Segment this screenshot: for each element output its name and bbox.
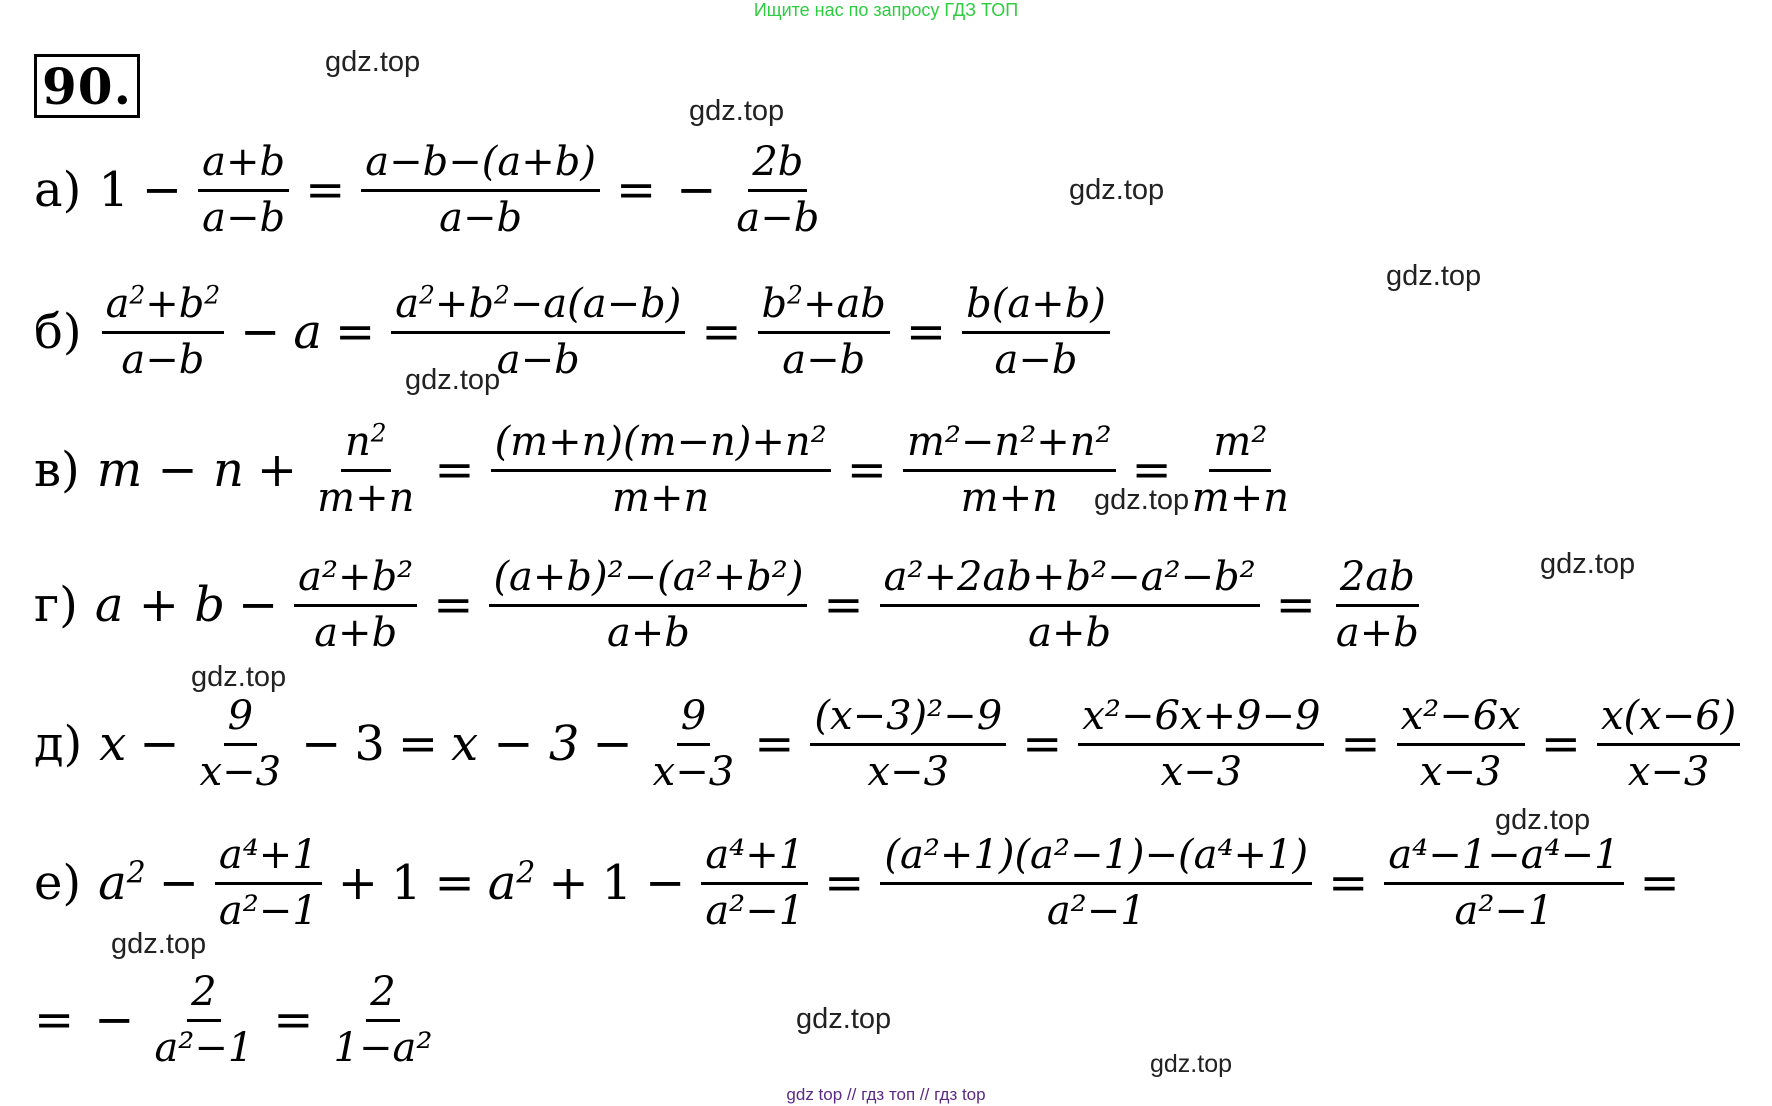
fraction	[391, 282, 685, 383]
numerator: 2ab	[1336, 555, 1419, 607]
watermark: gdz.top	[1540, 548, 1636, 580]
operator: =	[433, 577, 474, 634]
equation-row-v	[34, 420, 1299, 521]
term: a	[293, 304, 323, 361]
fraction	[1597, 694, 1740, 795]
fraction	[880, 555, 1260, 656]
denominator: x−3	[652, 748, 735, 795]
numerator: b(a+b)	[962, 282, 1110, 334]
numerator: $b^2+ab$	[758, 282, 890, 334]
denominator: x−3	[867, 748, 950, 795]
fraction	[810, 694, 1006, 795]
item-label: е)	[34, 855, 82, 912]
term: 1	[391, 855, 422, 912]
watermark: gdz.top	[325, 46, 421, 78]
denominator: a²−1	[154, 1024, 254, 1071]
denominator: a²−1	[1046, 887, 1146, 934]
fraction	[361, 140, 600, 241]
numerator: $a^2+b^2-a(a-b)$	[391, 282, 685, 334]
operator: =	[1540, 716, 1581, 773]
denominator: x−3	[1627, 748, 1710, 795]
fraction	[1397, 694, 1525, 795]
denominator: a+b	[1028, 609, 1112, 656]
term: 3	[354, 716, 385, 773]
denominator: a+b	[606, 609, 690, 656]
fraction	[1332, 555, 1423, 656]
watermark: gdz.top	[191, 661, 287, 693]
watermark: gdz.top	[1495, 804, 1591, 836]
fraction	[313, 420, 418, 521]
watermark: gdz.top	[405, 364, 501, 396]
operator: =	[701, 304, 742, 361]
watermark: gdz.top	[689, 95, 785, 127]
watermark: gdz.top	[1069, 174, 1165, 206]
denominator: 1−a²	[333, 1024, 433, 1071]
operator: −	[645, 855, 686, 912]
numerator: a−b−(a+b)	[361, 140, 600, 192]
search-hint-banner: Ищите нас по запросу ГДЗ ТОП	[753, 0, 1019, 20]
fraction	[491, 420, 831, 521]
fraction	[198, 140, 289, 241]
operator: −	[141, 162, 183, 219]
watermark: gdz.top	[1150, 1050, 1233, 1078]
watermark: gdz.top	[1386, 260, 1482, 292]
numerator: (m+n)(m−n)+n²	[491, 420, 831, 472]
operator: =	[823, 577, 864, 634]
operator: −	[237, 577, 279, 634]
denominator: a²−1	[1454, 887, 1554, 934]
operator: −	[94, 992, 135, 1049]
denominator: a−b	[121, 336, 205, 383]
fraction	[215, 833, 322, 934]
equation-row-e	[34, 833, 1690, 934]
denominator: x−3	[199, 748, 282, 795]
numerator: 9	[224, 694, 257, 746]
numerator: a²+b²	[294, 555, 417, 607]
operator: =	[434, 855, 475, 912]
operator: =	[1131, 442, 1172, 499]
term: $a^2$	[98, 855, 146, 912]
item-label: г)	[34, 577, 78, 634]
term: x	[99, 716, 127, 773]
numerator: $a^2+b^2$	[102, 282, 225, 334]
operator: =	[335, 304, 376, 361]
term: $a^2$	[487, 855, 536, 912]
footer-banner: gdz top // гдз топ // гдз top	[786, 1085, 986, 1104]
operator: −	[301, 716, 342, 773]
term: x − 3	[451, 716, 580, 773]
item-label: д)	[34, 716, 83, 773]
fraction	[102, 282, 225, 383]
item-label: б)	[34, 304, 82, 361]
numerator: a⁴−1−a⁴−1	[1384, 833, 1623, 885]
denominator: a−b	[994, 336, 1078, 383]
operator: =	[846, 442, 887, 499]
operator: =	[305, 162, 346, 219]
numerator: 2	[366, 970, 399, 1022]
operator: −	[592, 716, 633, 773]
numerator: (x−3)²−9	[810, 694, 1006, 746]
operator: =	[1022, 716, 1063, 773]
fraction	[758, 282, 890, 383]
numerator: m²−n²+n²	[903, 420, 1116, 472]
operator: =	[615, 162, 657, 219]
equation-row-g	[34, 555, 1429, 656]
operator: =	[273, 992, 314, 1049]
denominator: a²−1	[705, 887, 805, 934]
operator: =	[1639, 855, 1680, 912]
denominator: x−3	[1419, 748, 1502, 795]
numerator: a⁴+1	[215, 833, 322, 885]
fraction	[330, 970, 437, 1071]
item-label: в)	[34, 442, 80, 499]
denominator: a²−1	[218, 887, 318, 934]
denominator: a+b	[314, 609, 398, 656]
fraction	[903, 420, 1116, 521]
numerator: 9	[677, 694, 710, 746]
fraction	[732, 140, 823, 241]
operator: =	[397, 716, 439, 773]
equation-row-d	[34, 694, 1746, 795]
watermark: gdz.top	[111, 928, 207, 960]
operator: −	[240, 304, 281, 361]
term: 1	[98, 162, 129, 219]
operator: =	[754, 716, 795, 773]
item-label: а)	[34, 162, 82, 219]
denominator: a−b	[439, 194, 523, 241]
numerator: a⁴+1	[701, 833, 808, 885]
fraction	[701, 833, 808, 934]
operator: =	[434, 442, 475, 499]
numerator: (a+b)²−(a²+b²)	[489, 555, 807, 607]
denominator: x−3	[1160, 748, 1243, 795]
operator: =	[1340, 716, 1381, 773]
fraction	[294, 555, 417, 656]
fraction	[489, 555, 807, 656]
fraction	[880, 833, 1312, 934]
fraction	[1078, 694, 1324, 795]
numerator: m²	[1209, 420, 1271, 472]
denominator: m+n	[317, 474, 415, 521]
numerator: x(x−6)	[1597, 694, 1740, 746]
term: 1	[601, 855, 633, 912]
operator: −	[158, 855, 199, 912]
term: a + b	[94, 577, 225, 634]
fraction	[649, 694, 739, 795]
operator: +	[256, 442, 298, 499]
operator: +	[548, 855, 589, 912]
operator: +	[337, 855, 378, 912]
operator: =	[905, 304, 947, 361]
denominator: a−b	[736, 194, 820, 241]
denominator: a−b	[202, 194, 286, 241]
watermark: gdz.top	[796, 1003, 892, 1035]
equation-row-b	[34, 282, 1116, 383]
term: m − n	[96, 442, 244, 499]
operator: =	[1328, 855, 1369, 912]
fraction	[150, 970, 257, 1071]
denominator: m+n	[612, 474, 710, 521]
equation-row-e-continued	[34, 970, 442, 1071]
denominator: a−b	[496, 336, 580, 383]
fraction	[962, 282, 1110, 383]
denominator: a−b	[782, 336, 866, 383]
denominator: m+n	[1191, 474, 1289, 521]
equation-row-a	[34, 140, 829, 241]
denominator: m+n	[960, 474, 1058, 521]
fraction	[196, 694, 286, 795]
operator: =	[824, 855, 865, 912]
operator: −	[139, 716, 180, 773]
numerator: (a²+1)(a²−1)−(a⁴+1)	[880, 833, 1312, 885]
fraction	[1384, 833, 1623, 934]
watermark: gdz.top	[1094, 484, 1190, 516]
numerator: a+b	[198, 140, 289, 192]
operator: −	[676, 162, 717, 219]
denominator: a+b	[1335, 609, 1419, 656]
numerator: x²−6x+9−9	[1078, 694, 1324, 746]
operator: =	[34, 992, 75, 1049]
numerator: x²−6x	[1397, 694, 1525, 746]
numerator: 2	[187, 970, 220, 1022]
fraction	[1188, 420, 1293, 521]
numerator: a²+2ab+b²−a²−b²	[880, 555, 1260, 607]
numerator: 2b	[748, 140, 807, 192]
problem-number: 90.	[34, 54, 140, 118]
operator: =	[1275, 577, 1316, 634]
numerator: $n^2$	[341, 420, 391, 472]
